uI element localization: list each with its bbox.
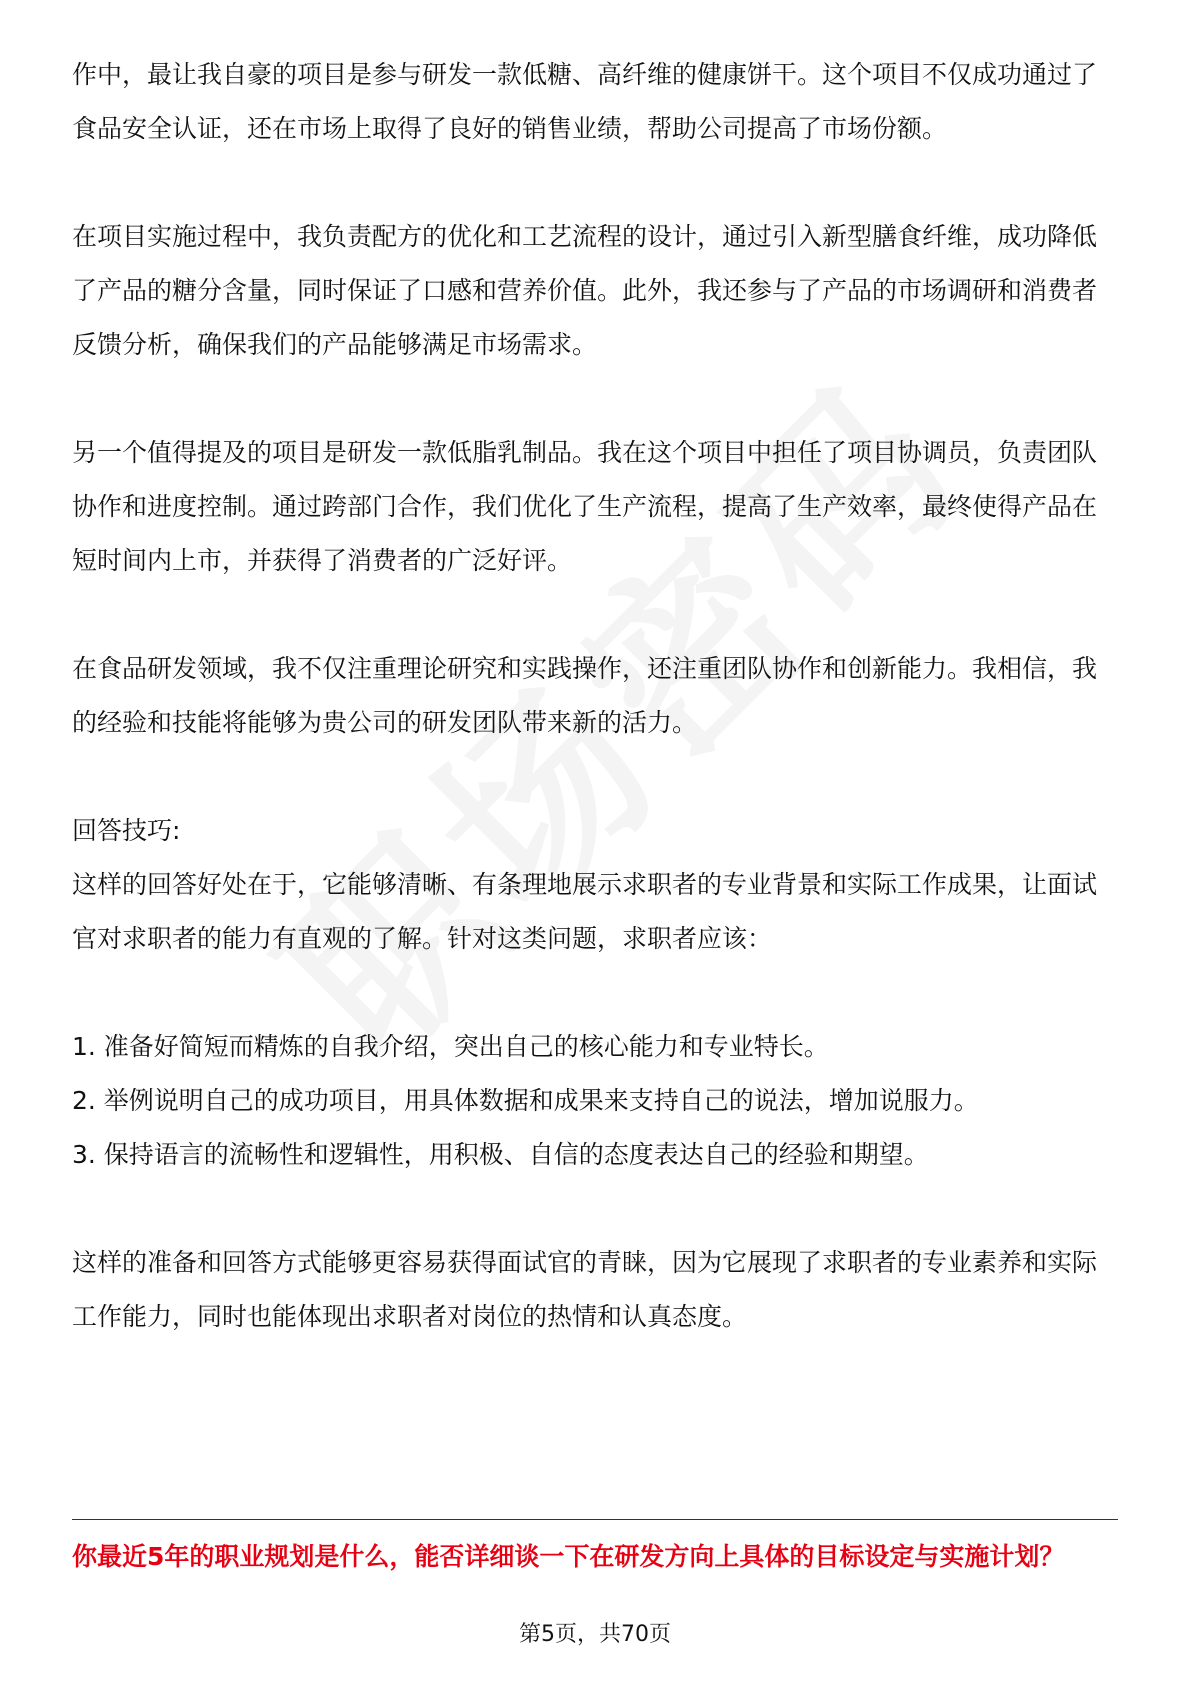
tips-list-item: 2. 举例说明自己的成功项目，用具体数据和成果来支持自己的说法，增加说服力。 xyxy=(72,1086,979,1115)
paragraph-4: 在食品研发领域，我不仅注重理论研究和实践操作，还注重团队协作和创新能力。我相信，我的经验和技能将能够为贵公司的研发团队带来新的活力。 xyxy=(72,654,1098,737)
paragraph-gap xyxy=(72,1182,1118,1236)
page-content xyxy=(72,48,1118,1344)
paragraph-gap xyxy=(72,750,1118,804)
paragraph-gap xyxy=(72,966,1118,1020)
tips-list-item: 3. 保持语言的流畅性和逻辑性，用积极、自信的态度表达自己的经验和期望。 xyxy=(72,1140,929,1169)
tips-heading: 回答技巧: xyxy=(72,816,181,845)
paragraph-1: 作中，最让我自豪的项目是参与研发一款低糖、高纤维的健康饼干。这个项目不仅成功通过了食品安全认证，还在市场上取得了良好的销售业绩，帮助公司提高了市场份额。 xyxy=(72,60,1098,143)
tips-intro: 这样的回答好处在于，它能够清晰、有条理地展示求职者的专业背景和实际工作成果，让面试官对求职者的能力有直观的了解。针对这类问题，求职者应该： xyxy=(72,870,1098,953)
page-number: 第5页，共70页 xyxy=(519,1622,671,1647)
paragraph-2: 在项目实施过程中，我负责配方的优化和工艺流程的设计，通过引入新型膳食纤维，成功降低了产品的糖分含量，同时保证了口感和营养价值。此外，我还参与了产品的市场调研和消费者反馈分析，确保我们的产品能够满足市场需求。 xyxy=(72,222,1098,359)
tips-list xyxy=(72,1020,1118,1182)
closing-paragraph: 这样的准备和回答方式能够更容易获得面试官的青睐，因为它展现了求职者的专业素养和实际工作能力，同时也能体现出求职者对岗位的热情和认真态度。 xyxy=(72,1248,1098,1331)
paragraph-gap xyxy=(72,156,1118,210)
paragraph-gap xyxy=(72,372,1118,426)
tips-list-item: 1. 准备好简短而精炼的自我介绍，突出自己的核心能力和专业特长。 xyxy=(72,1032,829,1061)
paragraph-gap xyxy=(72,588,1118,642)
next-question-heading: 你最近5年的职业规划是什么，能否详细谈一下在研发方向上具体的目标设定与实施计划？ xyxy=(72,1542,1065,1571)
paragraph-3: 另一个值得提及的项目是研发一款低脂乳制品。我在这个项目中担任了项目协调员，负责团队协作和进度控制。通过跨部门合作，我们优化了生产流程，提高了生产效率，最终使得产品在短时间内上市，并获得了消费者的广泛好评。 xyxy=(72,438,1098,575)
section-divider xyxy=(72,1519,1118,1520)
